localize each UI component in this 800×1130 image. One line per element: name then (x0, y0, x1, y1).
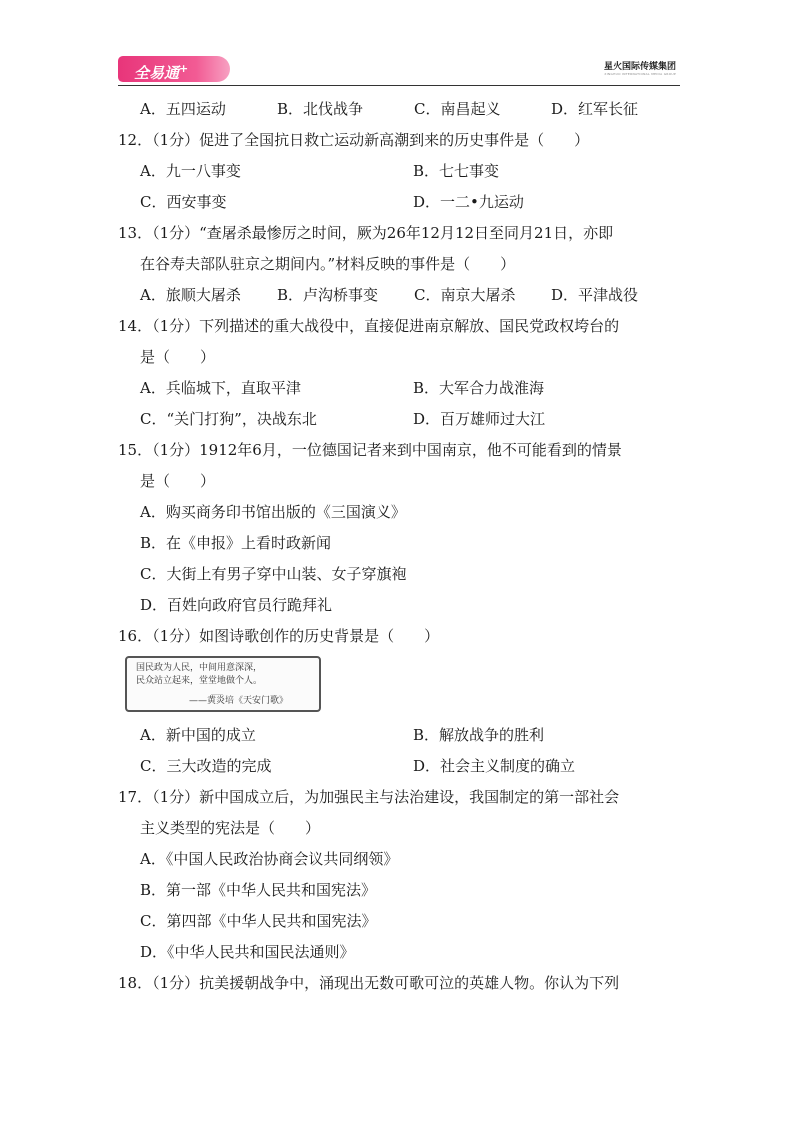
group-name-text: 星火国际传媒集团 (603, 62, 676, 72)
q13-option-d: D．平津战役 (551, 286, 639, 304)
q16-stem: 16．（1分）如图诗歌创作的历史背景是（ ） (118, 627, 440, 645)
q12-option-b: B．七七事变 (413, 162, 500, 180)
q11-option-a: A．五四运动 (140, 100, 226, 118)
q13-stem-line2: 在谷寿夫部队驻京之期间内。”材料反映的事件是（ ） (140, 255, 516, 273)
q11-option-c: C．南昌起义 (414, 100, 501, 118)
group-subtitle: XINGHUO INTERNATIONAL MEDIA GROUP (604, 72, 676, 76)
q15-option-c: C．大街上有男子穿中山装、女子穿旗袍 (140, 565, 407, 583)
q13-option-a: A．旅顺大屠杀 (140, 286, 241, 304)
q16-options-row1 (118, 720, 688, 751)
q14-stem-line1: 14．（1分）下列描述的重大战役中，直接促进南京解放、国民党政权垮台的 (118, 317, 620, 335)
q18-stem-line1: 18．（1分）抗美援朝战争中，涌现出无数可歌可泣的英雄人物。你认为下列 (118, 974, 620, 992)
q14-option-a: A．兵临城下，直取平津 (140, 379, 301, 397)
q17-stem-line2: 主义类型的宪法是（ ） (140, 819, 321, 837)
q15-stem-line2: 是（ ） (140, 472, 216, 490)
q14-stem-line2: 是（ ） (140, 348, 216, 366)
brand-logo (118, 56, 230, 82)
q13-options (118, 280, 688, 311)
q17-option-c: C．第四部《中华人民共和国宪法》 (140, 912, 377, 930)
q14-option-b: B．大军合力战淮海 (413, 379, 545, 397)
group-name (604, 62, 676, 76)
q13-stem-line1: 13．（1分）“查屠杀最惨厉之时间，厥为26年12月12日至同月21日，亦即 (118, 224, 614, 242)
poem-image (125, 656, 321, 712)
poem-line-2: 民众站立起来，堂堂地做个人。 (136, 676, 263, 686)
q11-option-d: D．红军长征 (551, 100, 639, 118)
q14-options-row1 (118, 373, 688, 404)
q15-option-a: A．购买商务印书馆出版的《三国演义》 (140, 503, 406, 521)
q15-option-b: B．在《申报》上看时政新闻 (140, 534, 332, 552)
q12-option-c: C．西安事变 (140, 193, 227, 211)
q13-option-c: C．南京大屠杀 (414, 286, 516, 304)
q13-option-b: B．卢沟桥事变 (277, 286, 379, 304)
q12-option-d: D．一二•九运动 (413, 193, 524, 211)
q14-option-d: D．百万雄师过大江 (413, 410, 546, 428)
q16-option-a: A．新中国的成立 (140, 726, 256, 744)
header-divider (118, 85, 680, 86)
q17-option-b: B．第一部《中华人民共和国宪法》 (140, 881, 377, 899)
q11-options (118, 94, 688, 125)
q17-option-a: A．《中国人民政治协商会议共同纲领》 (140, 850, 399, 868)
q17-option-d: D．《中华人民共和国民法通则》 (140, 943, 355, 961)
q12-options-row1 (118, 156, 688, 187)
q12-options-row2 (118, 187, 688, 218)
q12-option-a: A．九一八事变 (140, 162, 241, 180)
q17-stem-line1: 17．（1分）新中国成立后，为加强民主与法治建设，我国制定的第一部社会 (118, 788, 620, 806)
q16-options-row2 (118, 751, 688, 782)
page-header (118, 56, 680, 86)
q16-option-c: C．三大改造的完成 (140, 757, 272, 775)
q16-option-d: D．社会主义制度的确立 (413, 757, 576, 775)
q14-options-row2 (118, 404, 688, 435)
logo-plus: + (179, 62, 189, 75)
q12-stem: 12．（1分）促进了全国抗日救亡运动新高潮到来的历史事件是（ ） (118, 131, 590, 149)
q11-option-b: B．北伐战争 (277, 100, 364, 118)
q15-option-d: D．百姓向政府官员行跪拜礼 (140, 596, 333, 614)
poem-ellipsis: …… (211, 690, 223, 697)
q15-stem-line1: 15．（1分）1912年6月，一位德国记者来到中国南京，他不可能看到的情景 (118, 441, 622, 459)
poem-line-1: 国民政为人民，中间用意深深， (136, 663, 263, 673)
poem-attribution: ——黄炎培《天安门歌》 (189, 696, 289, 706)
q16-option-b: B．解放战争的胜利 (413, 726, 545, 744)
logo-text: 全易通 (134, 64, 180, 82)
exam-content (118, 94, 688, 999)
q14-option-c: C．“关门打狗”，决战东北 (140, 410, 317, 428)
